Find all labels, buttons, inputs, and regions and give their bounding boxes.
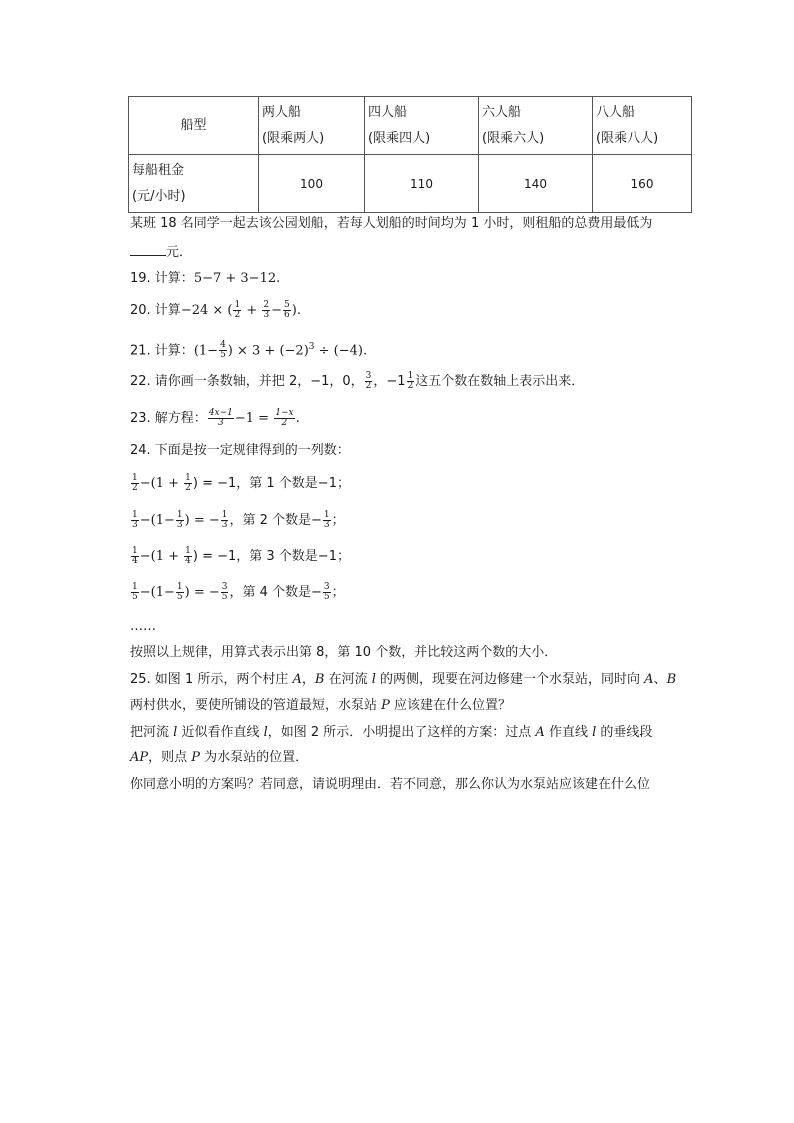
question-23: 23. 解方程： $\frac{4x-1}{3}$ −1 = $\frac{1-x}{2}$ . [130,408,300,428]
rent-value: 160 [593,155,692,213]
table-header-row [129,97,692,155]
sequence-line-2: $\frac{1}{3}$ −(1− $\frac{1}{3}$ ) = − $\frac{1}{3}$ ，第 2 个数是− $\frac{1}{3}$ ； [132,510,345,530]
boat-2-header: 两人船 (限乘两人) [259,97,365,155]
question-25-line-2: 两村供水，要使所铺设的管道最短，水泵站 P 应该建在什么位置？ [130,698,512,713]
q18-text: 某班 18 名同学一起去该公园划船，若每人划船的时间均为 1 小时，则租船的总费用最低为 [130,216,653,231]
question-21: 21. 计算：(1− $\frac{4}{5}$ ) × $3 + (-2)^3 \div (-4)$. [130,340,368,361]
question-25-line-1: 25. 如图 1 所示，两个村庄 A，B 在河流 l 的两侧，现要在河边修建一个水泵站，同时向 A、B [130,672,677,687]
boat-8-header: 八人船 (限乘八人) [593,97,692,155]
question-25-line-3: 把河流 l 近似看作直线 l，如图 2 所示．小明提出了这样的方案：过点 A 作直线 l 的垂线段 [130,725,653,740]
question-20: 20. 计算−24 × ( $\frac{1}{2}$ + $\frac{2}{3}$ − $\frac{5}{6}$ ). [130,300,301,320]
boat-type-header: 船型 [129,97,259,155]
rent-value: 110 [365,155,479,213]
boat-6-header: 六人船 (限乘六人) [479,97,593,155]
question-24-intro: 24. 下面是按一定规律得到的一列数： [130,443,350,458]
q18-answer-line: 元． [130,241,192,263]
question-24-ask: 按照以上规律，用算式表示出第 8，第 10 个数，并比较这两个数的大小． [130,645,558,660]
question-25-line-4: AP，则点 P 为水泵站的位置． [130,750,309,765]
answer-blank [130,241,166,256]
boat-rental-table [128,96,692,213]
boat-4-header: 四人船 (限乘四人) [365,97,479,155]
sequence-line-1: $\frac{1}{2}$ −(1 + $\frac{1}{2}$ ) = −1，第 1 个数是−1； [132,473,350,493]
sequence-line-4: $\frac{1}{5}$ −(1− $\frac{1}{5}$ ) = − $\frac{3}{5}$ ，第 4 个数是− $\frac{3}{5}$ ； [132,582,345,602]
question-25-line-5: 你同意小明的方案吗？若同意，请说明理由．若不同意，那么你认为水泵站应该建在什么位 [130,777,651,792]
question-19: 19. 计算：5−7 + 3−12. [130,271,281,286]
rent-label: 每船租金 (元/小时) [129,155,259,213]
sequence-ellipsis: …… [130,619,156,634]
rent-value: 140 [479,155,593,213]
question-22: 22. 请你画一条数轴，并把 2，−1，0， $\frac{3}{2}$ ，−1 $\frac{1}{2}$ 这五个数在数轴上表示出来． [130,371,585,391]
table-row [129,155,692,213]
sequence-line-3: $\frac{1}{4}$ −(1 + $\frac{1}{4}$ ) = −1，第 3 个数是−1； [132,546,350,566]
rent-value: 100 [259,155,365,213]
